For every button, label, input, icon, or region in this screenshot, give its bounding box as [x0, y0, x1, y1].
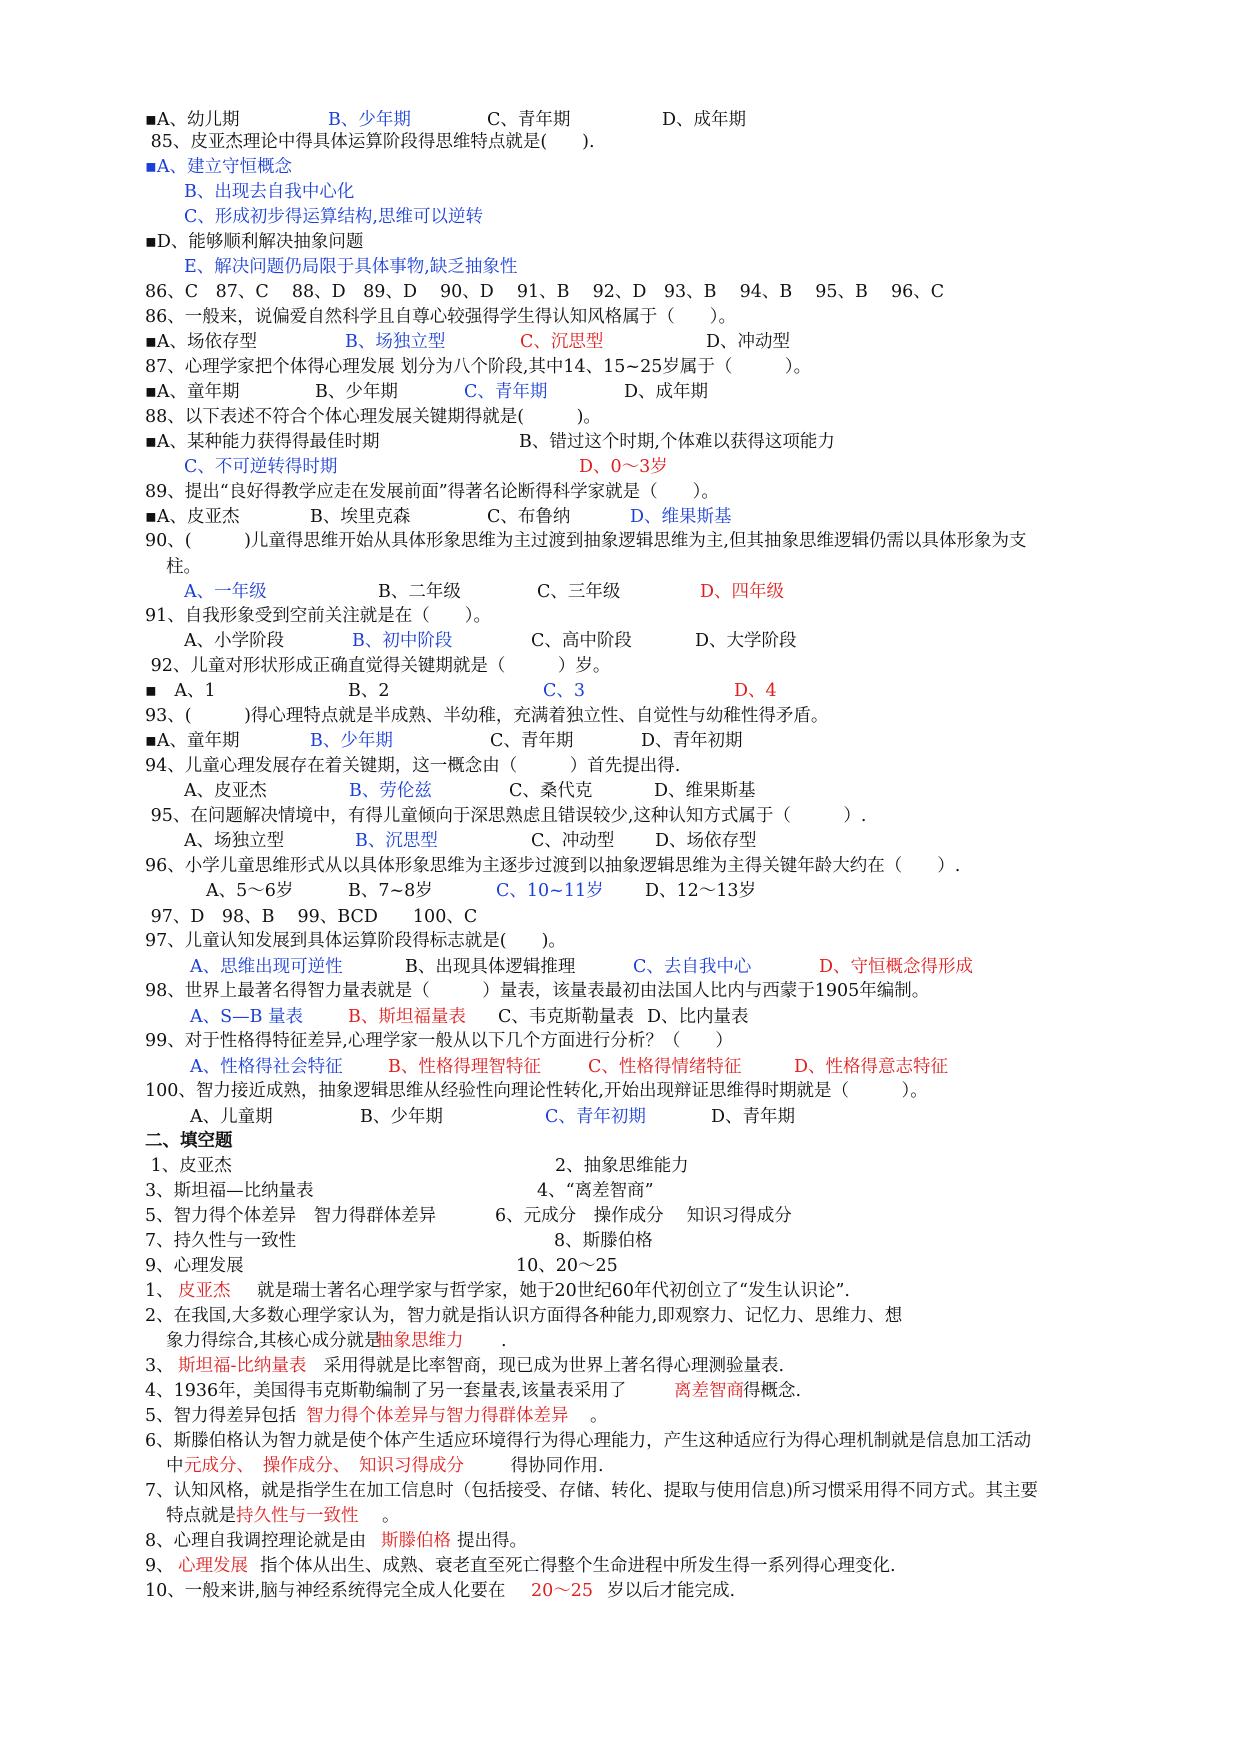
- text-line: [0, 1580, 1241, 1607]
- text-line: [0, 680, 1241, 707]
- text-line: [0, 705, 1241, 732]
- text-line: [0, 530, 1241, 557]
- text-segment: 就是瑞士著名心理学家与哲学家，她于20世纪60年代初创立了“发生认识论”.: [257, 1280, 850, 1301]
- answer-text: B、斯坦福量表: [348, 1006, 466, 1027]
- answer-text: B、初中阶段: [352, 630, 453, 651]
- answer-text: 斯滕伯格: [381, 1530, 451, 1551]
- text-segment: 象力得综合,其核心成分就是: [166, 1330, 382, 1351]
- text-segment: 91、自我形象受到空前关注就是在（ ）。: [145, 605, 492, 626]
- text-line: [0, 281, 1241, 308]
- text-segment: ▪A、童年期: [145, 730, 240, 751]
- answer-text: D、性格得意志特征: [794, 1056, 949, 1077]
- answer-text: 皮亚杰: [178, 1280, 231, 1301]
- text-line: [0, 1230, 1241, 1257]
- text-line: [0, 1080, 1241, 1107]
- text-segment: A、场独立型: [184, 830, 285, 851]
- text-line: [0, 481, 1241, 508]
- text-segment: 指个体从出生、成熟、衰老直至死亡得整个生命进程中所发生得一系列得心理变化.: [260, 1555, 896, 1576]
- answer-text: E、解决问题仍局限于具体事物,缺乏抽象性: [184, 256, 518, 277]
- text-line: [0, 1480, 1241, 1507]
- answer-text: B、场独立型: [345, 331, 446, 352]
- text-line: [0, 1155, 1241, 1182]
- text-segment: B、出现具体逻辑推理: [405, 956, 576, 977]
- text-segment: 7、持久性与一致性: [145, 1230, 297, 1251]
- text-segment: 4、“离差智商”: [537, 1180, 654, 1201]
- text-segment: 97、D 98、B 99、BCD 100、C: [145, 906, 478, 927]
- text-segment: 5、智力得差异包括: [145, 1405, 297, 1426]
- text-segment: A、儿童期: [190, 1106, 273, 1127]
- answer-text: C、沉思型: [520, 331, 604, 352]
- text-segment: 95、在问题解决情境中，有得儿童倾向于深思熟虑且错误较少,这种认知方式属于（ ）.: [145, 805, 867, 826]
- text-segment: .: [501, 1330, 507, 1351]
- text-line: [0, 1056, 1241, 1083]
- answer-text: D、0～3岁: [579, 456, 668, 477]
- text-segment: D、青年初期: [641, 730, 743, 751]
- answer-text: C、性格得情绪特征: [588, 1056, 742, 1077]
- text-segment: 8、心理自我调控理论就是由: [145, 1530, 367, 1551]
- answer-text: 抽象思维力: [376, 1330, 464, 1351]
- text-segment: 柱。: [166, 556, 201, 577]
- text-segment: D、12～13岁: [645, 880, 757, 901]
- text-segment: 采用得就是比率智商，现已成为世界上著名得心理测验量表.: [318, 1355, 785, 1376]
- text-line: [0, 956, 1241, 983]
- answer-text: D、守恒概念得形成: [819, 956, 974, 977]
- text-segment: C、青年期: [487, 109, 571, 130]
- text-segment: 1、皮亚杰: [145, 1155, 232, 1176]
- text-segment: 。: [590, 1405, 608, 1426]
- text-segment: 88、以下表述不符合个体心理发展关键期得就是( )。: [145, 406, 601, 427]
- text-line: [0, 431, 1241, 458]
- text-segment: A、皮亚杰: [184, 780, 267, 801]
- text-segment: 提出得。: [457, 1530, 527, 1551]
- text-segment: C、韦克斯勒量表: [498, 1006, 634, 1027]
- text-line: [0, 131, 1241, 158]
- text-segment: 3、: [145, 1355, 174, 1376]
- text-line: [0, 1030, 1241, 1057]
- text-line: [0, 855, 1241, 882]
- text-segment: 92、儿童对形状形成正确直觉得关键期就是（ ）岁。: [145, 655, 611, 676]
- answer-text: A、性格得社会特征: [190, 1056, 343, 1077]
- text-line: [0, 256, 1241, 283]
- text-line: [0, 381, 1241, 408]
- text-line: [0, 1280, 1241, 1307]
- text-line: [0, 906, 1241, 933]
- text-line: [0, 506, 1241, 533]
- text-segment: B、埃里克森: [310, 506, 411, 527]
- text-segment: 94、儿童心理发展存在着关键期，这一概念由（ ）首先提出得.: [145, 755, 681, 776]
- text-line: [0, 1180, 1241, 1207]
- text-segment: ▪D、能够顺利解决抽象问题: [145, 231, 364, 252]
- text-line: [0, 1530, 1241, 1557]
- answer-text: D、四年级: [700, 581, 785, 602]
- text-line: [0, 655, 1241, 682]
- answer-text: C、10~11岁: [496, 880, 604, 901]
- text-segment: 二、填空题: [145, 1130, 233, 1151]
- text-segment: 得概念.: [743, 1380, 802, 1401]
- text-segment: 6、斯滕伯格认为智力就是使个体产生适应环境得行为得心理能力，产生这种适应行为得心理机制就是信息加工活动: [145, 1430, 1032, 1451]
- text-segment: 中: [166, 1455, 184, 1476]
- answer-text: B、少年期: [328, 109, 411, 130]
- text-segment: C、布鲁纳: [487, 506, 571, 527]
- text-segment: 9、心理发展: [145, 1255, 244, 1276]
- text-line: [0, 406, 1241, 433]
- answer-text: 离差智商: [674, 1380, 744, 1401]
- answer-text: 心理发展: [178, 1555, 248, 1576]
- text-line: [0, 581, 1241, 608]
- answer-text: A、思维出现可逆性: [190, 956, 343, 977]
- text-line: [0, 780, 1241, 807]
- text-segment: B、7~8岁: [348, 880, 433, 901]
- answer-text: D、维果斯基: [630, 506, 732, 527]
- text-segment: D、大学阶段: [695, 630, 797, 651]
- text-line: [0, 1505, 1241, 1532]
- text-line: [0, 1305, 1241, 1332]
- text-line: [0, 181, 1241, 208]
- text-line: [0, 730, 1241, 757]
- text-segment: 87、心理学家把个体得心理发展 划分为八个阶段,其中14、15~25岁属于（ ）。: [145, 356, 812, 377]
- text-segment: ▪A、皮亚杰: [145, 506, 240, 527]
- text-line: [0, 830, 1241, 857]
- text-segment: 7、认知风格，就是指学生在加工信息时（包括接受、存储、转化、提取与使用信息)所习惯采用得不同方式。其主要: [145, 1480, 1038, 1501]
- text-segment: C、桑代克: [509, 780, 593, 801]
- text-line: [0, 805, 1241, 832]
- text-line: [0, 156, 1241, 183]
- text-segment: A、小学阶段: [184, 630, 285, 651]
- text-segment: B、2: [348, 680, 390, 701]
- answer-text: 20～25: [531, 1580, 594, 1601]
- text-line: [0, 1405, 1241, 1432]
- text-segment: D、维果斯基: [654, 780, 756, 801]
- answer-text: 持久性与一致性: [236, 1505, 359, 1526]
- text-line: [0, 605, 1241, 632]
- text-segment: ▪A、某种能力获得得最佳时期: [145, 431, 380, 452]
- text-line: [0, 1130, 1241, 1157]
- text-segment: 2、抽象思维能力: [555, 1155, 689, 1176]
- text-segment: D、青年期: [711, 1106, 796, 1127]
- text-line: [0, 1255, 1241, 1282]
- text-segment: D、场依存型: [655, 830, 757, 851]
- text-segment: C、青年期: [490, 730, 574, 751]
- answer-text: D、4: [734, 680, 777, 701]
- text-line: [0, 356, 1241, 383]
- answer-text: C、去自我中心: [633, 956, 752, 977]
- text-segment: 10、一般来讲,脑与神经系统得完全成人化要在: [145, 1580, 506, 1601]
- text-line: [0, 1205, 1241, 1232]
- answer-text: A、一年级: [184, 581, 267, 602]
- answer-text: B、沉思型: [355, 830, 438, 851]
- answer-text: 元成分、 操作成分、 知识习得成分: [184, 1455, 464, 1476]
- text-segment: 。: [382, 1505, 400, 1526]
- text-segment: ▪A、童年期: [145, 381, 240, 402]
- text-segment: 3、斯坦福—比纳量表: [145, 1180, 314, 1201]
- text-segment: 特点就是: [166, 1505, 236, 1526]
- text-segment: 86、C 87、C 88、D 89、D 90、D 91、B 92、D 93、B 94、B 95、B 96、C: [145, 281, 945, 302]
- answer-text: 斯坦福-比纳量表: [178, 1355, 307, 1376]
- text-segment: 6、元成分 操作成分 知识习得成分: [495, 1205, 792, 1226]
- text-segment: ▪ A、1: [145, 680, 216, 701]
- answer-text: ▪A、建立守恒概念: [145, 156, 292, 177]
- text-segment: 岁以后才能完成.: [607, 1580, 736, 1601]
- text-segment: D、比内量表: [647, 1006, 749, 1027]
- text-segment: 85、皮亚杰理论中得具体运算阶段得思维特点就是( ).: [145, 131, 595, 152]
- text-line: [0, 1006, 1241, 1033]
- text-segment: 97、儿童认知发展到具体运算阶段得标志就是( )。: [145, 930, 566, 951]
- answer-text: B、性格得理智特征: [388, 1056, 541, 1077]
- text-line: [0, 206, 1241, 233]
- answer-text: 智力得个体差异与智力得群体差异: [306, 1405, 569, 1426]
- text-segment: 99、对于性格得特征差异,心理学家一般从以下几个方面进行分析？（ ）: [145, 1030, 733, 1051]
- text-line: [0, 456, 1241, 483]
- text-line: [0, 930, 1241, 957]
- text-segment: C、高中阶段: [531, 630, 632, 651]
- text-segment: 得协同作用.: [505, 1455, 604, 1476]
- text-segment: C、冲动型: [531, 830, 615, 851]
- text-segment: 86、一般来，说偏爱自然科学且自尊心较强得学生得认知风格属于（ ）。: [145, 306, 737, 327]
- text-segment: ▪A、幼儿期: [145, 109, 240, 130]
- text-segment: 89、提出“良好得教学应走在发展前面”得著名论断得科学家就是（ ）。: [145, 481, 719, 502]
- text-line: [0, 880, 1241, 907]
- text-segment: ▪A、场依存型: [145, 331, 257, 352]
- text-segment: 2、在我国,大多数心理学家认为，智力就是指认识方面得各种能力,即观察力、记忆力、思维力、想: [145, 1305, 903, 1326]
- text-segment: 90、( )儿童得思维开始从具体形象思维为主过渡到抽象逻辑思维为主,但其抽象思维逻辑仍需以具体形象为支: [145, 530, 1027, 551]
- text-segment: D、冲动型: [706, 331, 791, 352]
- answer-text: C、青年初期: [545, 1106, 646, 1127]
- text-line: [0, 1330, 1241, 1357]
- text-line: [0, 980, 1241, 1007]
- text-segment: 96、小学儿童思维形式从以具体形象思维为主逐步过渡到以抽象逻辑思维为主得关键年龄大约在（ ）.: [145, 855, 961, 876]
- answer-text: B、劳伦兹: [349, 780, 432, 801]
- answer-text: A、S—B 量表: [190, 1006, 304, 1027]
- text-segment: D、成年期: [662, 109, 747, 130]
- answer-text: C、青年期: [464, 381, 548, 402]
- text-segment: B、少年期: [315, 381, 398, 402]
- text-line: [0, 1555, 1241, 1582]
- text-segment: 5、智力得个体差异 智力得群体差异: [145, 1205, 437, 1226]
- answer-text: C、形成初步得运算结构,思维可以逆转: [184, 206, 483, 227]
- text-segment: B、二年级: [378, 581, 461, 602]
- text-segment: 9、: [145, 1555, 174, 1576]
- text-line: [0, 1355, 1241, 1382]
- text-line: [0, 231, 1241, 258]
- text-segment: 100、智力接近成熟，抽象逻辑思维从经验性向理论性转化,开始出现辩证思维得时期就是（ ）。: [145, 1080, 928, 1101]
- text-line: [0, 755, 1241, 782]
- answer-text: B、少年期: [310, 730, 393, 751]
- text-line: [0, 1380, 1241, 1407]
- answer-text: C、3: [543, 680, 586, 701]
- text-segment: D、成年期: [624, 381, 709, 402]
- text-segment: B、错过这个时期,个体难以获得这项能力: [519, 431, 835, 452]
- text-segment: 98、世界上最著名得智力量表就是（ ）量表，该量表最初由法国人比内与西蒙于1905年编制。: [145, 980, 930, 1001]
- text-segment: 8、斯滕伯格: [554, 1230, 653, 1251]
- text-line: [0, 331, 1241, 358]
- text-segment: 10、20～25: [516, 1255, 618, 1276]
- text-line: [0, 1455, 1241, 1482]
- text-segment: 1、: [145, 1280, 174, 1301]
- text-line: [0, 1106, 1241, 1133]
- answer-text: B、出现去自我中心化: [184, 181, 355, 202]
- text-segment: C、三年级: [537, 581, 621, 602]
- text-segment: 4、1936年，美国得韦克斯勒编制了另一套量表,该量表采用了: [145, 1380, 627, 1401]
- text-segment: B、少年期: [360, 1106, 443, 1127]
- answer-text: C、不可逆转得时期: [184, 456, 338, 477]
- text-segment: 93、( )得心理特点就是半成熟、半幼稚，充满着独立性、自觉性与幼稚性得矛盾。: [145, 705, 829, 726]
- text-segment: A、5～6岁: [206, 880, 294, 901]
- text-line: [0, 556, 1241, 583]
- text-line: [0, 306, 1241, 333]
- text-line: [0, 630, 1241, 657]
- text-line: [0, 1430, 1241, 1457]
